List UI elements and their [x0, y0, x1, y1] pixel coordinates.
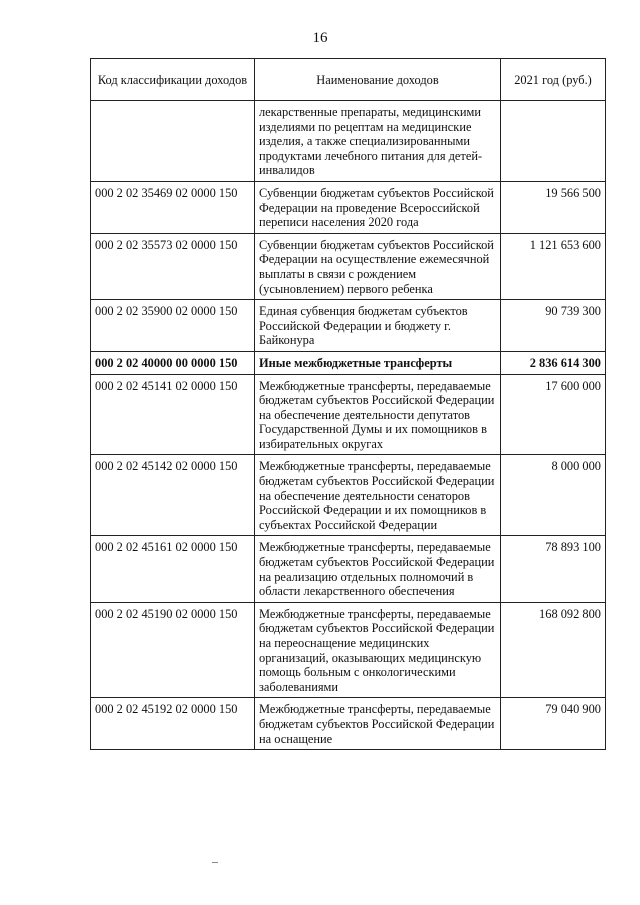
row-amount: 168 092 800 [501, 602, 606, 698]
row-amount: 19 566 500 [501, 181, 606, 233]
row-amount: 1 121 653 600 [501, 233, 606, 299]
header-code: Код классификации доходов [91, 59, 255, 101]
revenue-table [90, 58, 606, 750]
row-name: лекарственные препараты, медицинскими изделиями по рецептам на медицинские изделия, а также специализированными продуктами лечебного питания для детей-инвалидов [255, 101, 501, 182]
row-name: Иные межбюджетные трансферты [255, 351, 501, 374]
table-row [91, 536, 606, 602]
row-code: 000 2 02 45141 02 0000 150 [91, 374, 255, 455]
table-header-row [91, 59, 606, 101]
scan-mark [212, 862, 218, 863]
table-row [91, 101, 606, 182]
header-amount: 2021 год (руб.) [501, 59, 606, 101]
table-row [91, 602, 606, 698]
row-code: 000 2 02 45142 02 0000 150 [91, 455, 255, 536]
row-name: Субвенции бюджетам субъектов Российской Федерации на осуществление ежемесячной выплаты в связи с рождением (усыновлением) первого ребенка [255, 233, 501, 299]
table-row [91, 698, 606, 750]
table-row [91, 181, 606, 233]
row-code: 000 2 02 45161 02 0000 150 [91, 536, 255, 602]
row-code: 000 2 02 45192 02 0000 150 [91, 698, 255, 750]
table-row [91, 300, 606, 352]
table-row [91, 233, 606, 299]
row-name: Единая субвенция бюджетам субъектов Российской Федерации и бюджету г. Байконура [255, 300, 501, 352]
row-code: 000 2 02 35573 02 0000 150 [91, 233, 255, 299]
table-body [91, 101, 606, 750]
row-amount [501, 101, 606, 182]
row-name: Межбюджетные трансферты, передаваемые бюджетам субъектов Российской Федерации на оснащение [255, 698, 501, 750]
header-name: Наименование доходов [255, 59, 501, 101]
table-row-subtotal [91, 351, 606, 374]
row-amount: 78 893 100 [501, 536, 606, 602]
row-amount: 90 739 300 [501, 300, 606, 352]
row-code [91, 101, 255, 182]
table-row [91, 374, 606, 455]
table-row [91, 455, 606, 536]
row-amount: 79 040 900 [501, 698, 606, 750]
row-name: Межбюджетные трансферты, передаваемые бюджетам субъектов Российской Федерации на реализацию отдельных полномочий в области лекарственного обеспечения [255, 536, 501, 602]
page-number: 16 [312, 30, 328, 46]
row-code: 000 2 02 45190 02 0000 150 [91, 602, 255, 698]
row-code: 000 2 02 35900 02 0000 150 [91, 300, 255, 352]
row-name: Межбюджетные трансферты, передаваемые бюджетам субъектов Российской Федерации на переоснащение медицинских организаций, оказывающих медицинскую помощь больным с онкологическими заболеваниями [255, 602, 501, 698]
row-code: 000 2 02 35469 02 0000 150 [91, 181, 255, 233]
row-name: Межбюджетные трансферты, передаваемые бюджетам субъектов Российской Федерации на обеспечение деятельности депутатов Государственной Думы и их помощников в избирательных округах [255, 374, 501, 455]
row-code: 000 2 02 40000 00 0000 150 [91, 351, 255, 374]
row-name: Межбюджетные трансферты, передаваемые бюджетам субъектов Российской Федерации на обеспечение деятельности сенаторов Российской Федерации и их помощников в субъектах Российской Федерации [255, 455, 501, 536]
row-amount: 17 600 000 [501, 374, 606, 455]
row-amount: 2 836 614 300 [501, 351, 606, 374]
row-amount: 8 000 000 [501, 455, 606, 536]
row-name: Субвенции бюджетам субъектов Российской Федерации на проведение Всероссийской переписи населения 2020 года [255, 181, 501, 233]
